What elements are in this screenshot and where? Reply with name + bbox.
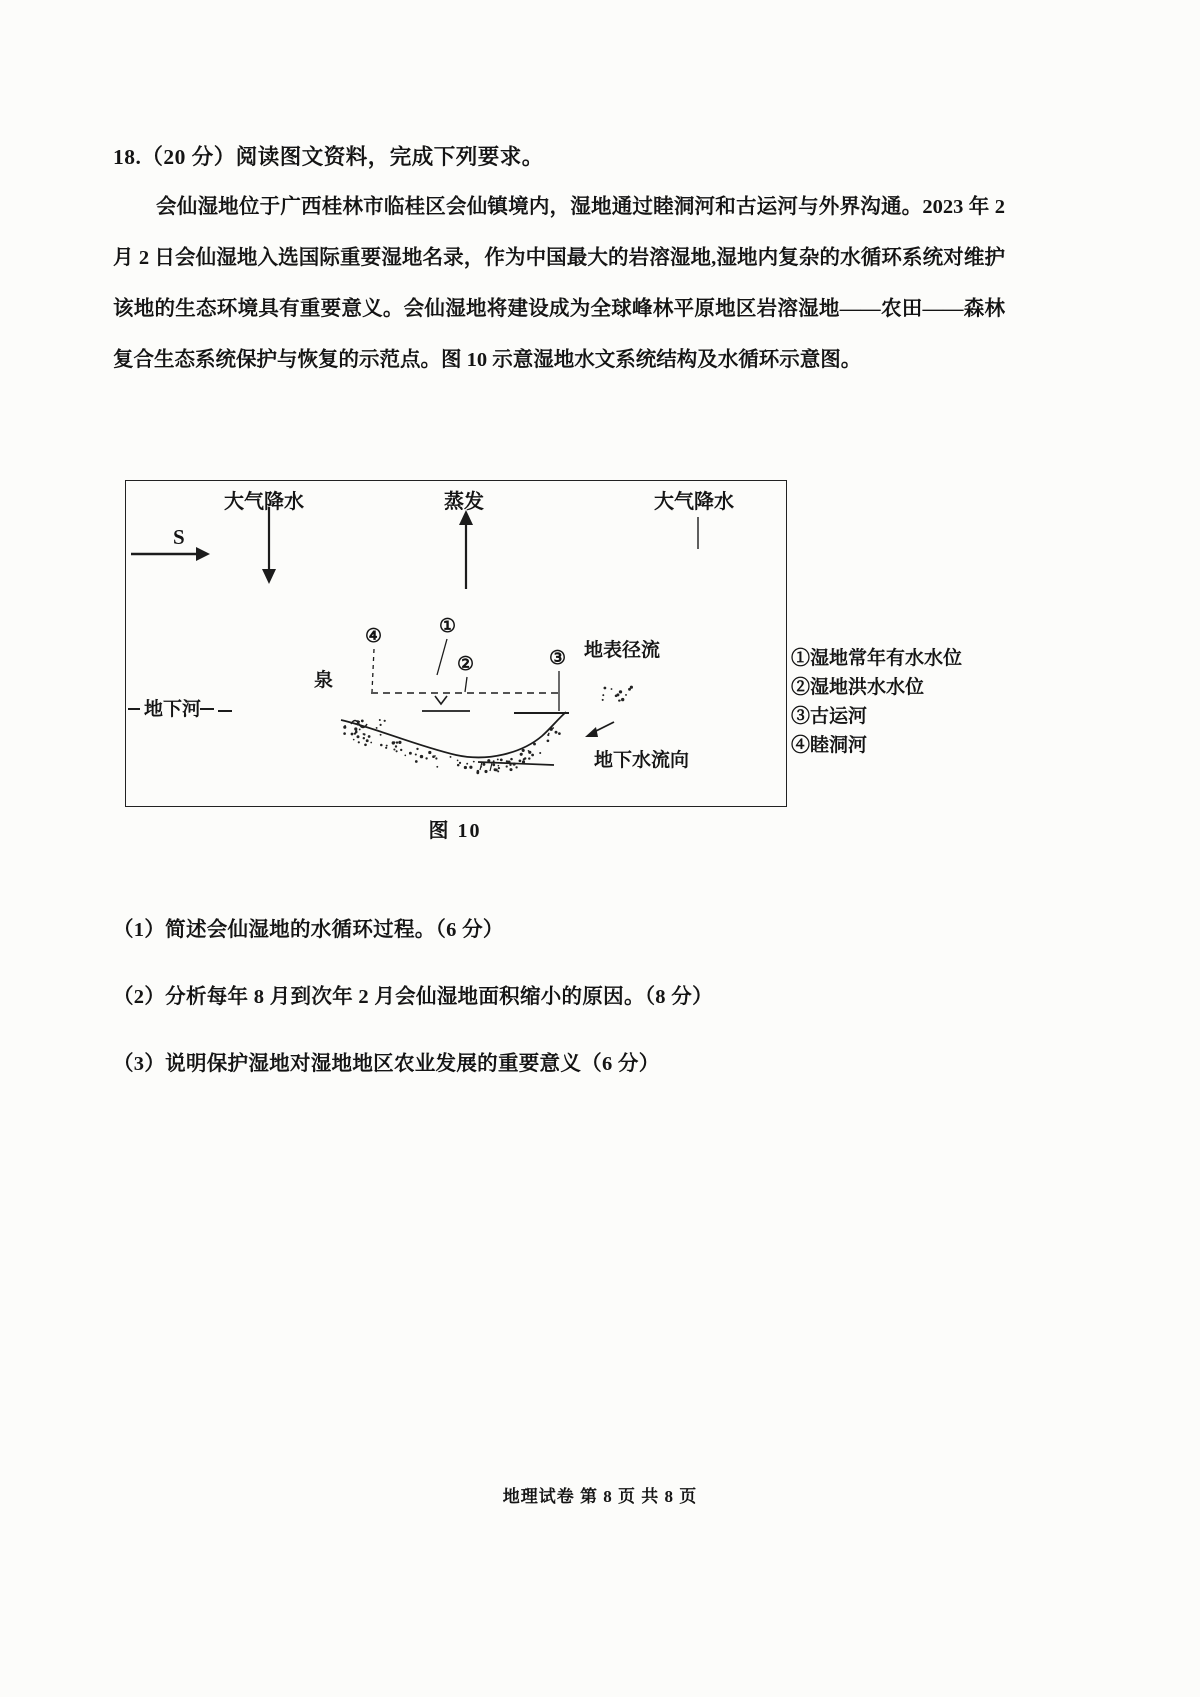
label-surface-runoff: 地表径流 [584, 640, 661, 661]
label-spring: 泉 [314, 670, 334, 691]
label-precipitation-right: 大气降水 [654, 491, 734, 513]
subquestion-2: （2）分析每年 8 月到次年 2 月会仙湿地面积缩小的原因。（8 分） [113, 986, 713, 1008]
leader-marker2 [465, 677, 467, 692]
figure-legend [791, 644, 962, 760]
marker-3: ③ [549, 648, 567, 669]
groundwater-arrow [585, 722, 614, 737]
leader-marker4 [372, 649, 374, 692]
intro-paragraph: 会仙湿地位于广西桂林市临桂区会仙镇境内，湿地通过睦洞河和古运河与外界沟通。2023 年 2 月 2 日会仙湿地入选国际重要湿地名录，作为中国最大的岩溶湿地,湿地内复杂的水循环系统对维护该地的生态环境具有重要意义。会仙湿地将建设成为全球峰林平原地区岩溶湿地——农田——森林复合生态系统保护与恢复的示范点。图 10 示意湿地水文系统结构及水循环示意图。 [113, 196, 1011, 371]
marker-2: ② [457, 654, 475, 675]
legend-item-2: ②湿地洪水水位 [791, 677, 925, 698]
legend-item-3: ③古运河 [791, 706, 868, 727]
subquestion-1: （1）简述会仙湿地的水循环过程。（6 分） [113, 919, 504, 941]
up-arrow-evaporation [459, 510, 473, 589]
terrain-surface [341, 712, 566, 757]
label-groundwater-flow: 地下水流向 [594, 750, 690, 771]
south-arrow [131, 547, 210, 561]
water-level-vee [435, 696, 447, 704]
figure-box [125, 480, 787, 807]
figure-caption: 图 10 [428, 820, 482, 842]
marker-1: ① [439, 616, 457, 637]
page-footer: 地理试卷 第 8 页 共 8 页 [502, 1487, 698, 1506]
legend-item-4: ④睦洞河 [791, 735, 868, 756]
legend-item-1: ①湿地常年有水水位 [791, 648, 963, 669]
sediment-dots [343, 686, 633, 775]
leader-marker1 [437, 639, 447, 675]
question-header: 18.（20 分）阅读图文资料，完成下列要求。 [113, 145, 544, 169]
label-precipitation-left: 大气降水 [224, 491, 304, 513]
label-evaporation: 蒸发 [444, 491, 484, 513]
down-arrow-precip-left [262, 507, 276, 584]
subquestion-3: （3）说明保护湿地对湿地地区农业发展的重要意义（6 分） [113, 1053, 660, 1075]
label-underground-river: 地下河 [144, 699, 202, 720]
marker-4: ④ [365, 626, 383, 647]
label-south: S [173, 525, 185, 549]
